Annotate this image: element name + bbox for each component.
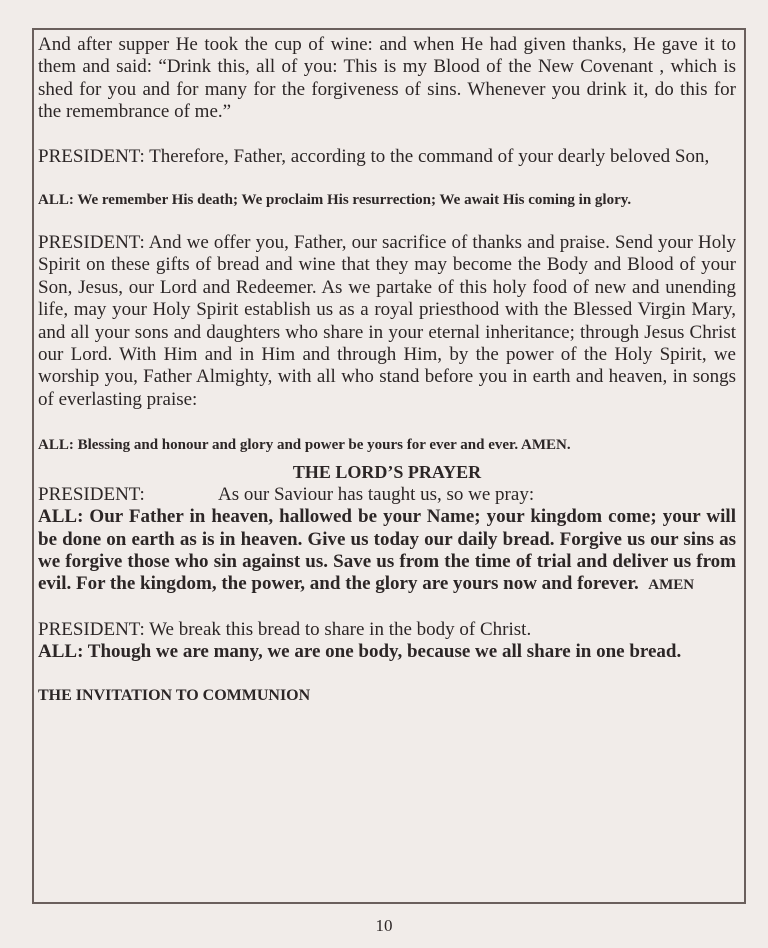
president-break-bread: PRESIDENT: We break this bread to share in the body of Christ. — [38, 618, 532, 640]
president-label: PRESIDENT: — [38, 483, 145, 505]
page-number: 10 — [375, 916, 393, 935]
lords-prayer-all: ALL: Our Father in heaven, hallowed be your Name; your kingdom come; your will be done on earth as is in heaven. Give us today our daily bread. Forgive us our sins as we forgive those who sin against us. Save us from the time of trial and deliver us from evil. For the kingdom, the power, and the glory are yours now and forever. — [38, 506, 736, 595]
all-one-body: ALL: Though we are many, we are one body, because we all share in one bread. — [38, 641, 682, 663]
cup-paragraph: And after supper He took the cup of wine: and when He had given thanks, He gave it to them and said: “Drink this, all of you: This is my Blood of the New Covenant , which is shed for you and for many for the forgiveness of sins. Whenever you drink it, do this for the remembrance of me.” — [38, 34, 736, 123]
lords-prayer-amen: AMEN — [648, 577, 695, 594]
lords-prayer-heading: THE LORD’S PRAYER — [292, 462, 482, 483]
page-content — [38, 34, 736, 706]
lords-prayer-president-line — [38, 484, 736, 506]
all-doxology: ALL: Blessing and honour and glory and power be yours for ever and ever. AMEN. — [38, 437, 571, 454]
president-invitation: As our Saviour has taught us, so we pray: — [218, 483, 535, 505]
president-offering: PRESIDENT: And we offer you, Father, our sacrifice of thanks and praise. Send your Holy Spirit on these gifts of bread and wine that they may become the Body and Blood of your Son, Jesus, our Lord and Redeemer. As we partake of this holy food of new and unending life, may your Holy Spirit establish us as a royal priesthood with the Blessed Virgin Mary, and all your sons and daughters who share in your eternal inheritance; through Jesus Christ our Lord. With Him and in Him and through Him, by the power of the Holy Spirit, we worship you, Father Almighty, with all who stand before you in earth and heaven, in songs of everlasting praise: — [38, 232, 736, 410]
invitation-heading: THE INVITATION TO COMMUNION — [38, 686, 311, 704]
president-therefore: PRESIDENT: Therefore, Father, according to the command of your dearly beloved Son, — [38, 145, 710, 167]
all-acclamation: ALL: We remember His death; We proclaim His resurrection; We await His coming in glory. — [38, 192, 632, 209]
lords-prayer-text — [38, 506, 736, 597]
